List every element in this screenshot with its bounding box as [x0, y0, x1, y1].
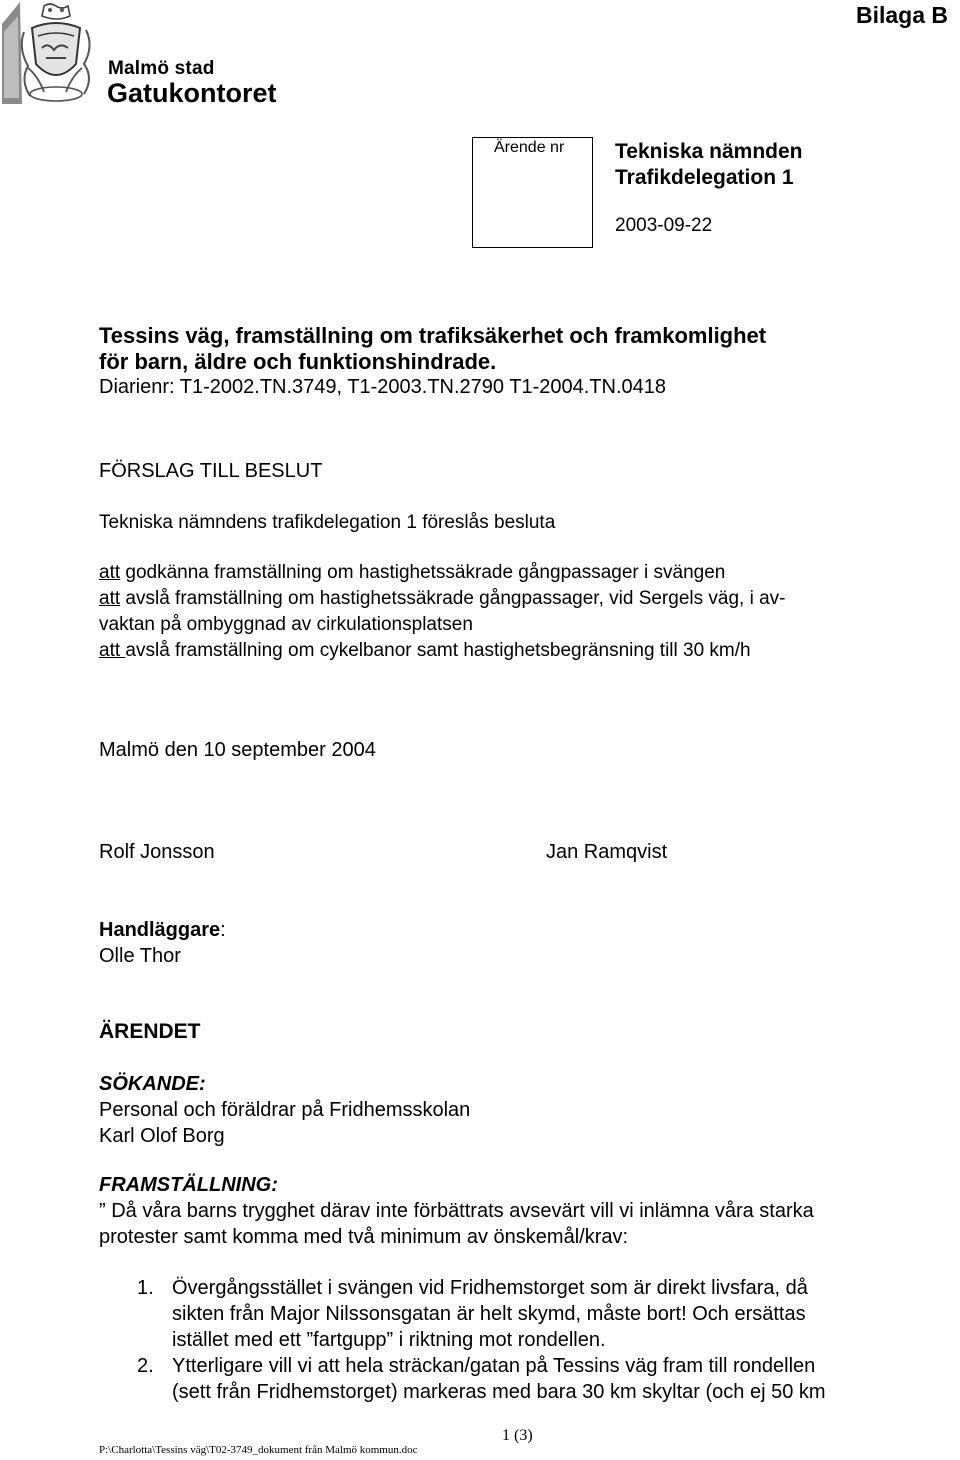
proposal-heading: FÖRSLAG TILL BESLUT — [99, 460, 323, 482]
logo-text-gatukontoret: Gatukontoret — [107, 78, 277, 108]
demands-list — [99, 1275, 826, 1405]
file-path: P:\Charlotta\Tessins väg\T02-3749_dokument från Malmö kommun.doc — [99, 1444, 418, 1456]
attachment-label: Bilaga B — [855, 2, 948, 28]
list-item-line: sikten från Major Nilssonsgatan är helt skymd, måste bort! Och ersättas — [172, 1303, 806, 1325]
proposal-text: avslå framställning om cykelbanor samt hastighetsbegränsning till 30 km/h — [125, 640, 751, 661]
list-item-number: 1. — [137, 1277, 154, 1299]
registration-number: Diarienr: T1-2002.TN.3749, T1-2003.TN.2790 T1-2004.TN.0418 — [99, 376, 666, 398]
applicant-line: Personal och föräldrar på Fridhemsskolan — [99, 1099, 471, 1121]
proposal-item — [99, 638, 785, 664]
proposal-intro: Tekniska nämndens trafikdelegation 1 föreslås besluta — [99, 512, 556, 533]
proposal-text: godkänna framställning om hastighetssäkrade gångpassager i svängen — [120, 562, 726, 583]
page-number: 1 (3) — [502, 1427, 533, 1444]
att-keyword: att — [99, 588, 121, 609]
list-item — [99, 1275, 826, 1353]
signer-1: Rolf Jonsson — [99, 841, 215, 863]
request-line: ” Då våra barns trygghet därav inte förbättrats avsevärt vill vi inlämna våra starka — [99, 1200, 814, 1222]
recipient-line: Tekniska nämnden — [615, 140, 803, 163]
recipient-line: Trafikdelegation 1 — [615, 166, 794, 189]
recipient — [615, 139, 803, 191]
case-heading: ÄRENDET — [99, 1020, 201, 1043]
proposal-item — [99, 560, 785, 586]
att-keyword: att — [99, 640, 126, 661]
title-line: för barn, äldre och funktionshindrade. — [99, 349, 497, 374]
proposal-list — [99, 560, 785, 664]
document-title — [99, 323, 766, 375]
case-officer-label-row — [99, 917, 226, 943]
case-officer — [99, 917, 226, 969]
title-line: Tessins väg, framställning om trafiksäkerhet och framkomlighet — [99, 323, 767, 348]
case-officer-name: Olle Thor — [99, 945, 181, 967]
signer-2: Jan Ramqvist — [546, 841, 668, 863]
case-number-label: Ärende nr — [494, 139, 565, 156]
logo-text-malmo-stad: Malmö stad — [108, 58, 215, 79]
document-date: 2003-09-22 — [615, 215, 713, 236]
request-section — [99, 1172, 814, 1250]
case-officer-label: Handläggare — [99, 919, 221, 941]
malmo-coat-of-arms-icon — [2, 2, 100, 104]
request-line: protester samt komma med två minimum av önskemål/krav: — [99, 1226, 629, 1248]
case-officer-colon: : — [220, 919, 226, 941]
list-item-number: 2. — [137, 1355, 154, 1377]
applicant-label: SÖKANDE: — [99, 1073, 206, 1095]
list-item-line: (sett från Fridhemstorget) markeras med bara 30 km skyltar (och ej 50 km — [172, 1381, 826, 1403]
att-keyword: att — [99, 562, 121, 583]
list-item-line: Övergångsstället i svängen vid Fridhemstorget som är direkt livsfara, då — [172, 1277, 808, 1299]
proposal-text: avslå framställning om hastighetssäkrade gångpassager, vid Sergels väg, i av- — [120, 588, 786, 609]
place-and-date: Malmö den 10 september 2004 — [99, 739, 376, 761]
request-label: FRAMSTÄLLNING: — [99, 1174, 278, 1196]
list-item-line: istället med ett ”fartgupp” i riktning mot rondellen. — [172, 1329, 606, 1351]
proposal-item — [99, 586, 785, 612]
list-item — [99, 1353, 826, 1405]
proposal-text: vaktan på ombyggnad av cirkulationsplatsen — [99, 614, 473, 635]
applicant-section — [99, 1071, 470, 1149]
list-item-line: Ytterligare vill vi att hela sträckan/gatan på Tessins väg fram till rondellen — [172, 1355, 816, 1377]
applicant-line: Karl Olof Borg — [99, 1125, 225, 1147]
proposal-item — [99, 612, 785, 638]
